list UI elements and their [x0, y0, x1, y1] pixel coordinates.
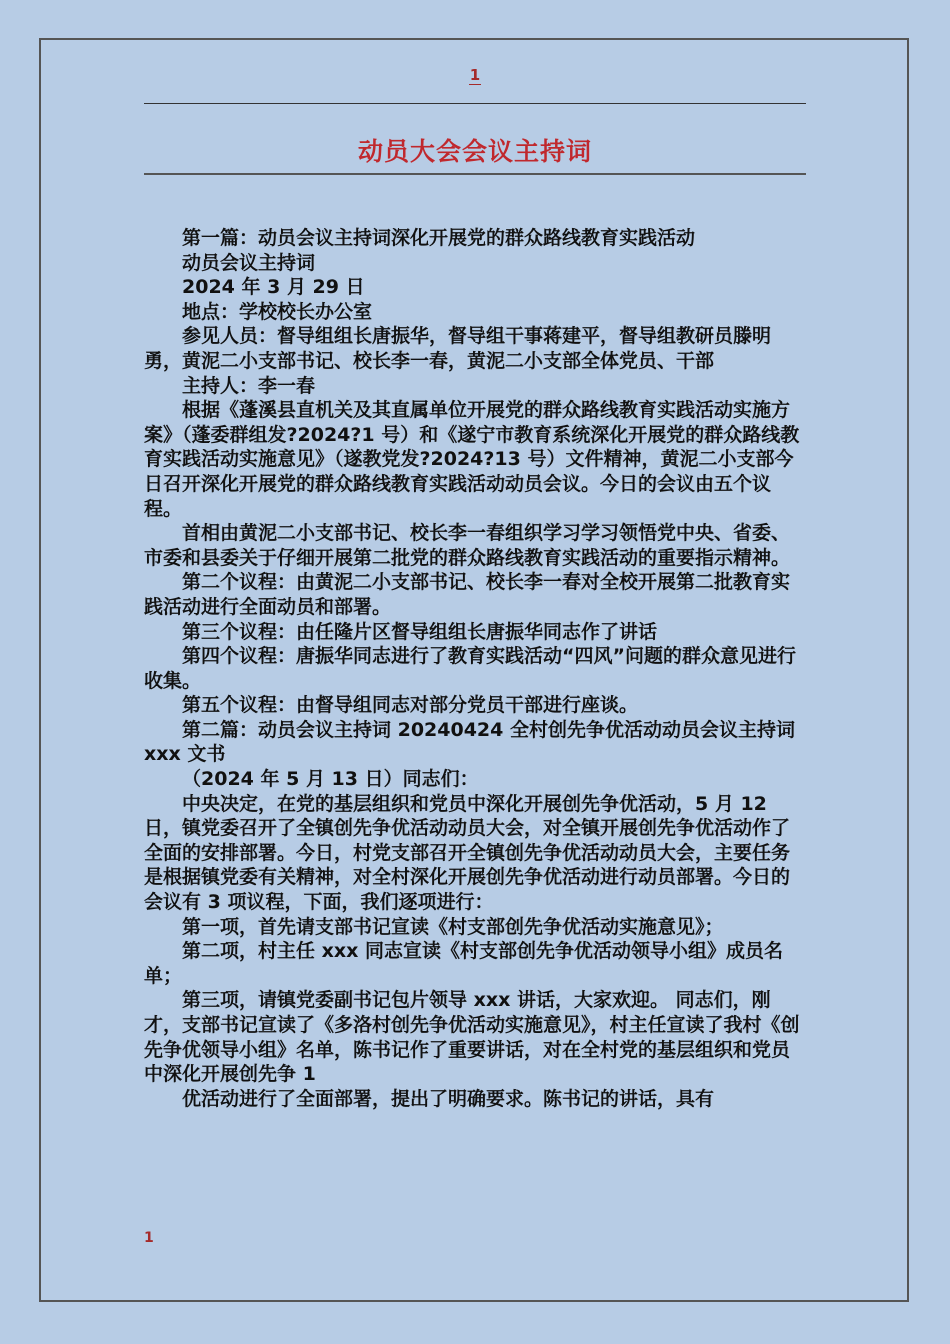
paragraph: 中央决定，在党的基层组织和党员中深化开展创先争优活动，5 月 12 日，镇党委召开了全镇创先争优活动动员大会，对全镇开展创先争优活动作了全面的安排部署。今日，村党支部召开全镇创先争优活动动员大会，主要任务是根据镇党委有关精神，对全村深化开展创先争优活动进行动员部署。今日的会议有 3 项议程，下面，我们逐项进行：: [144, 792, 791, 914]
paragraph: 首相由黄泥二小支部书记、校长李一春组织学习学习领悟党中央、省委、市委和县委关于仔细开展第二批党的群众路线教育实践活动的重要指示精神。: [144, 522, 791, 569]
paragraph: 第三个议程：由任隆片区督导组组长唐振华同志作了讲话: [182, 620, 658, 643]
footer-page-number: 1: [144, 1230, 154, 1246]
paragraph: 第三项，请镇党委副书记包片领导 xxx 讲话，大家欢迎。 同志们，刚才，支部书记宣读了《多洛村创先争优活动实施意见》，村主任宣读了我村《创先争优领导小组》名单，陈书记作了重要讲话，对在全村党的基层组织和党员中深化开展创先争 1: [144, 989, 800, 1086]
paragraph: 地点：学校校长办公室: [182, 300, 373, 323]
paragraph: 第五个议程：由督导组同志对部分党员干部进行座谈。: [182, 694, 639, 717]
paragraph: （2024 年 5 月 13 日）同志们：: [182, 768, 479, 791]
document-body: [144, 226, 808, 1111]
paragraph: 第四个议程：唐振华同志进行了教育实践活动“四风”问题的群众意见进行收集。: [144, 645, 796, 692]
title-rule: [144, 173, 806, 175]
document-title: 动员大会会议主持词: [357, 137, 592, 166]
header-page-number: 1: [469, 66, 481, 84]
paragraph: 优活动进行了全面部署，提出了明确要求。陈书记的讲话，具有: [182, 1087, 715, 1110]
paragraph: 2024 年 3 月 29 日: [182, 276, 365, 299]
paragraph: 根据《蓬溪县直机关及其直属单位开展党的群众路线教育实践活动实施方案》（蓬委群组发?2024?1 号）和《遂宁市教育系统深化开展党的群众路线教育实践活动实施意见》（遂教党发?2024?13 号）文件精神，黄泥二小支部今日召开深化开展党的群众路线教育实践活动动员会议。今日的会议由五个议程。: [144, 399, 800, 520]
paragraph: 第一篇：动员会议主持词深化开展党的群众路线教育实践活动: [182, 227, 696, 249]
paragraph: 参见人员：督导组组长唐振华，督导组干事蒋建平，督导组教研员滕明勇，黄泥二小支部书记、校长李一春，黄泥二小支部全体党员、干部: [144, 325, 772, 372]
paragraph: 第二个议程：由黄泥二小支部书记、校长李一春对全校开展第二批教育实践活动进行全面动员和部署。: [144, 571, 791, 618]
paragraph: 第二篇：动员会议主持词 20240424 全村创先争优活动动员会议主持词 xxx 文书: [144, 718, 795, 766]
paragraph: 动员会议主持词: [182, 251, 316, 274]
paragraph: 第一项，首先请支部书记宣读《村支部创先争优活动实施意见》；: [182, 915, 724, 938]
paragraph: 第二项，村主任 xxx 同志宣读《村支部创先争优活动领导小组》成员名单；: [144, 940, 783, 987]
paragraph: 主持人：李一春: [182, 374, 316, 397]
header-rule: [144, 103, 806, 104]
